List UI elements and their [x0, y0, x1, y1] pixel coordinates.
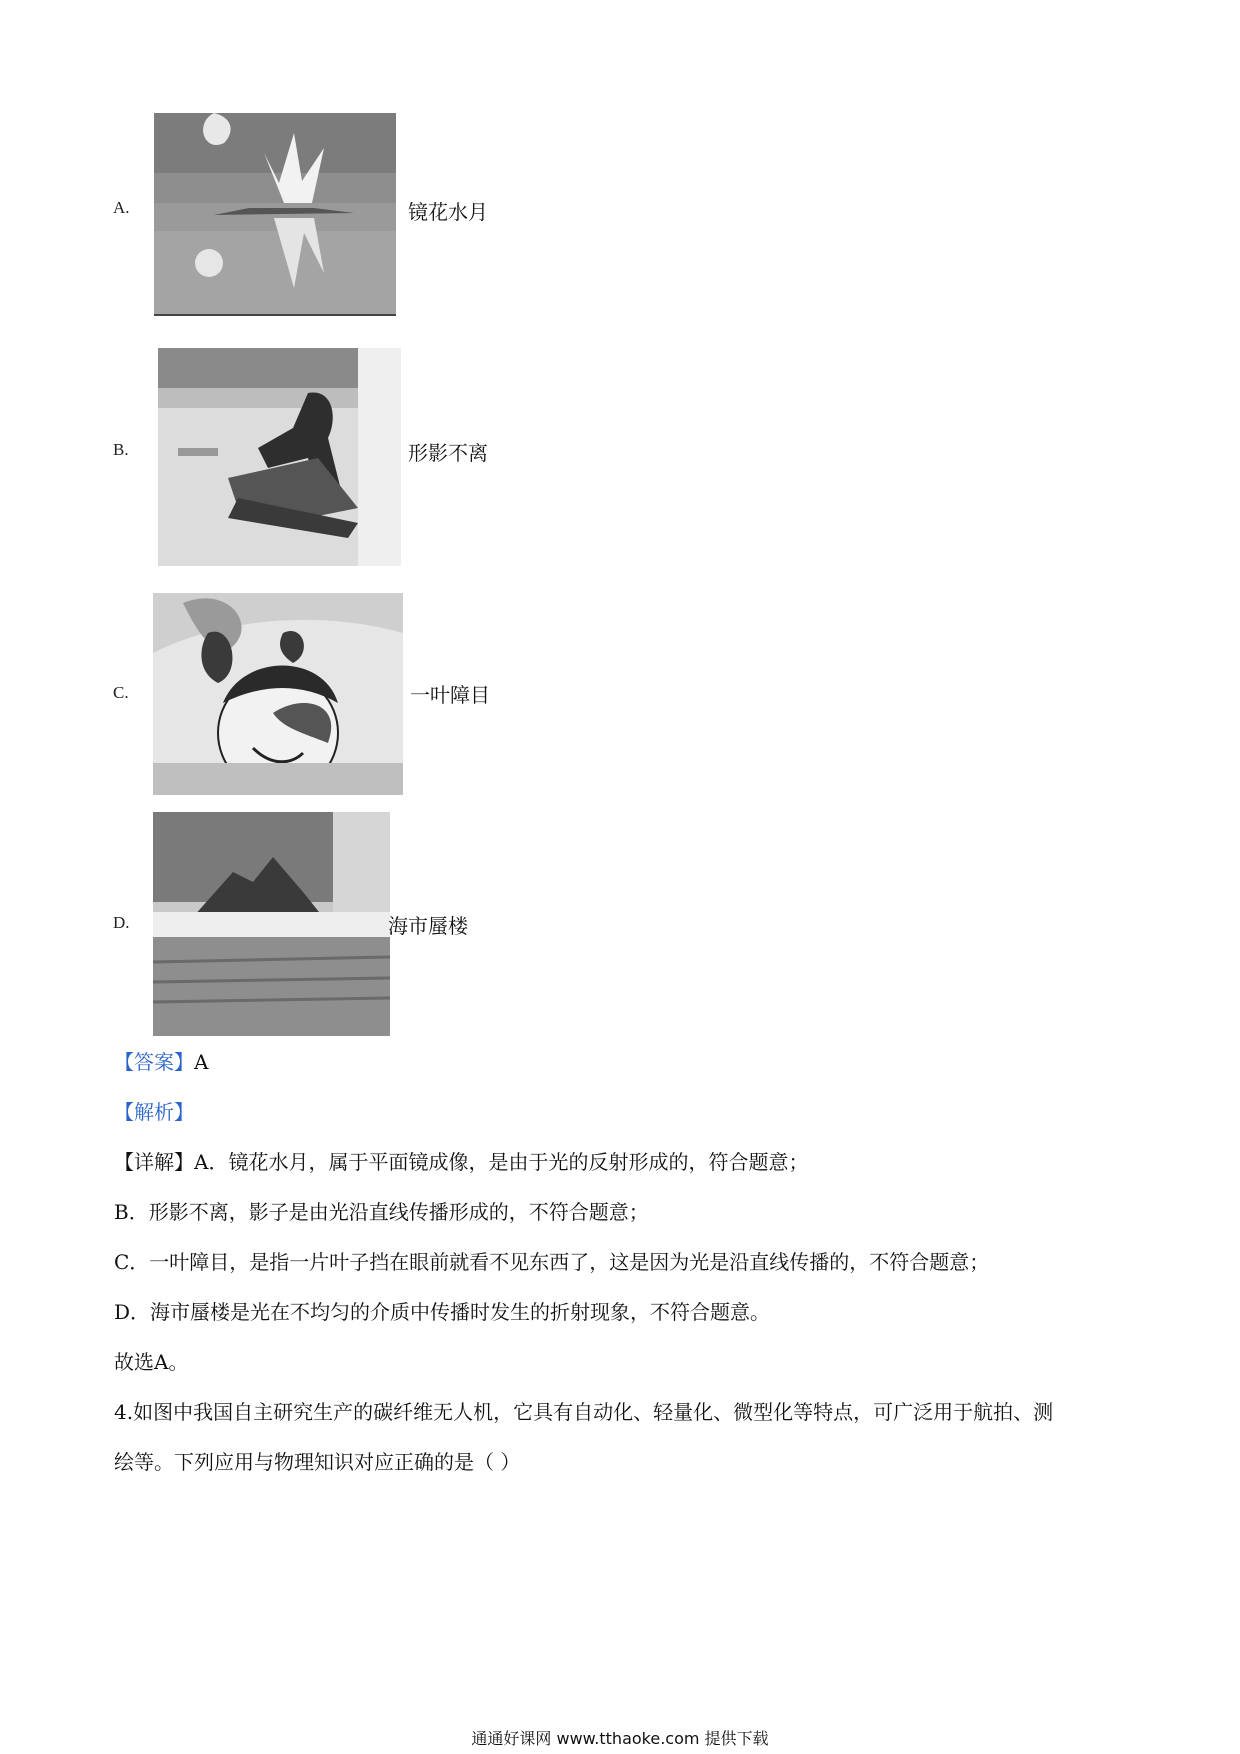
- detail-line-3: C．一叶障目，是指一片叶子挡在眼前就看不见东西了，这是因为光是沿直线传播的，不符合题意；: [114, 1250, 990, 1274]
- option-b-caption: 形影不离: [408, 441, 488, 465]
- analysis-label: 解析: [134, 1100, 174, 1124]
- option-a-letter: A.: [113, 198, 130, 217]
- question-4-line-2: 绘等。下列应用与物理知识对应正确的是（ ）: [114, 1450, 521, 1474]
- option-c-image: [153, 593, 403, 795]
- detail-conclusion: 故选A。: [114, 1350, 189, 1374]
- option-d-letter: D.: [113, 913, 130, 932]
- detail-line-2: B．形影不离，影子是由光沿直线传播形成的，不符合题意；: [114, 1200, 649, 1224]
- option-c-letter: C.: [113, 683, 129, 702]
- option-c-caption: 一叶障目: [410, 683, 490, 707]
- option-b-letter: B.: [113, 440, 129, 459]
- option-a-caption: 镜花水月: [408, 200, 488, 224]
- option-d-image: [153, 812, 390, 1036]
- answer-label: 答案: [134, 1050, 174, 1074]
- option-b-image: [158, 348, 401, 566]
- question-4-line-1: 4.如图中我国自主研究生产的碳纤维无人机，它具有自动化、轻量化、微型化等特点，可广泛用于航拍、测: [114, 1400, 1054, 1424]
- detail-text-a: A．镜花水月，属于平面镜成像，是由于光的反射形成的，符合题意；: [194, 1150, 809, 1174]
- answer-value: A: [194, 1050, 209, 1074]
- answer-line: 【答案】A: [114, 1050, 209, 1074]
- detail-label: 详解: [134, 1150, 174, 1174]
- option-d-caption: 海市蜃楼: [388, 914, 468, 938]
- analysis-heading: 【解析】: [114, 1100, 194, 1124]
- detail-line-4: D．海市蜃楼是光在不均匀的介质中传播时发生的折射现象，不符合题意。: [114, 1300, 771, 1324]
- option-a-image: [154, 113, 396, 316]
- detail-line-1: 【详解】A．镜花水月，属于平面镜成像，是由于光的反射形成的，符合题意；: [114, 1150, 809, 1174]
- page-footer: 通通好课网 www.tthaoke.com 提供下载: [471, 1729, 769, 1748]
